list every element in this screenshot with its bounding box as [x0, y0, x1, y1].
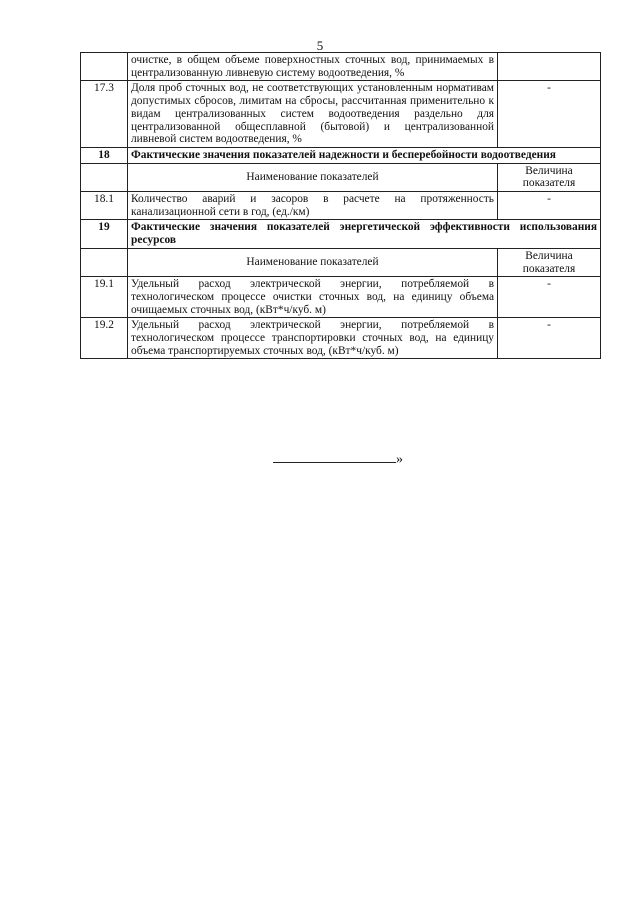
section-row: [81, 147, 601, 163]
closing-quote-mark: »: [396, 452, 403, 467]
table-header-row: [81, 163, 601, 191]
indicator-name: Доля проб сточных вод, не соответствующих установленным нормативам допустимых сбросов, лимитам на сбросы, рассчитанная применительно к видам централизованных систем водоотведения раздельно для централизованной общесплавной (бытовой) и централизованной ливневой систем водоотведения, %: [128, 81, 498, 148]
header-indicator-value: Величина показателя: [498, 248, 601, 276]
closing-signature-line: [273, 452, 403, 468]
section-number: 18: [81, 147, 128, 163]
header-indicator-name: Наименование показателей: [128, 248, 498, 276]
page-number: 5: [316, 38, 324, 53]
table-header-row: [81, 248, 601, 276]
table-row: [81, 53, 601, 81]
table-row: [81, 192, 601, 220]
section-title: Фактические значения показателей энергетической эффективности использования ресурсов: [128, 220, 601, 248]
indicator-name: очистке, в общем объеме поверхностных сточных вод, принимаемых в централизованную ливневую систему водоотведения, %: [128, 53, 498, 81]
header-spacer: [81, 163, 128, 191]
indicator-value: -: [498, 192, 601, 220]
indicator-value: -: [498, 318, 601, 359]
header-indicator-value: Величина показателя: [498, 163, 601, 191]
section-title: Фактические значения показателей надежности и бесперебойности водоотведения: [128, 147, 601, 163]
table-row: [81, 318, 601, 359]
section-number: 19: [81, 220, 128, 248]
header-indicator-name: Наименование показателей: [128, 163, 498, 191]
table-row: [81, 277, 601, 318]
indicator-name: Удельный расход электрической энергии, потребляемой в технологическом процессе транспортировки сточных вод, на единицу объема транспортируемых сточных вод, (кВт*ч/куб. м): [128, 318, 498, 359]
indicator-name: Удельный расход электрической энергии, потребляемой в технологическом процессе очистки сточных вод, на единицу объема очищаемых сточных вод, (кВт*ч/куб. м): [128, 277, 498, 318]
section-row: [81, 220, 601, 248]
row-number: [81, 53, 128, 81]
indicators-table: [80, 52, 601, 359]
indicator-name: Количество аварий и засоров в расчете на протяженность канализационной сети в год, (ед./км): [128, 192, 498, 220]
row-number: 19.1: [81, 277, 128, 318]
table-row: [81, 81, 601, 148]
row-number: 18.1: [81, 192, 128, 220]
indicator-value: [498, 53, 601, 81]
signature-underline: [273, 452, 396, 463]
row-number: 19.2: [81, 318, 128, 359]
header-spacer: [81, 248, 128, 276]
indicator-value: -: [498, 81, 601, 148]
indicator-value: -: [498, 277, 601, 318]
row-number: 17.3: [81, 81, 128, 148]
